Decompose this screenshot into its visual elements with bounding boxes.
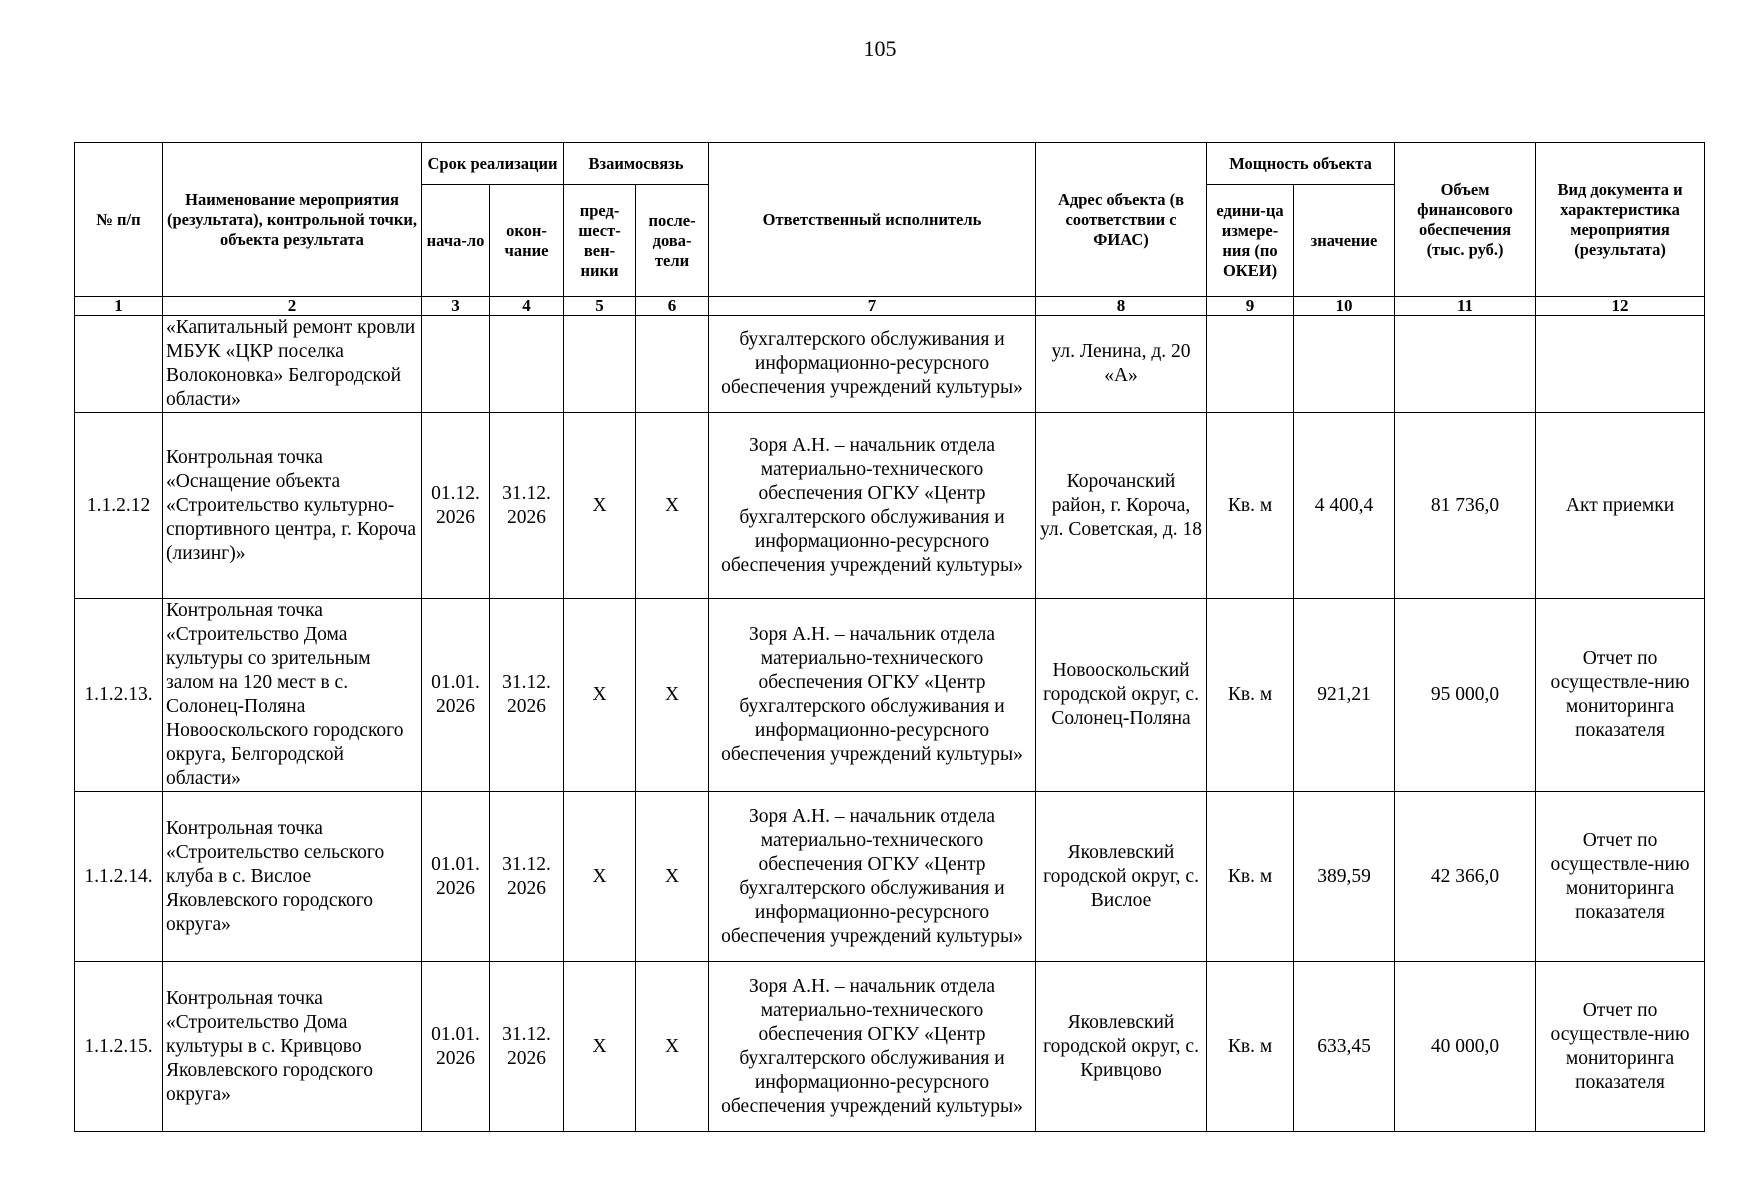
header-finance: Объем финансового обеспечения (тыс. руб.) [1395, 143, 1536, 297]
table-row [75, 962, 1705, 1132]
row-number: 1.1.2.13. [75, 599, 163, 792]
successors [636, 316, 709, 413]
unit: Кв. м [1207, 599, 1294, 792]
finance-amount [1395, 316, 1536, 413]
column-number: 2 [163, 297, 422, 316]
responsible-executor: Зоря А.Н. – начальник отдела материально-технического обеспечения ОГКУ «Центр бухгалтерского обслуживания и информационно-ресурсного обеспечения учреждений культуры» [709, 962, 1036, 1132]
page-number: 105 [863, 36, 897, 61]
row-number: 1.1.2.14. [75, 792, 163, 962]
events-table [74, 142, 1705, 1132]
column-number: 12 [1536, 297, 1705, 316]
successors: X [636, 413, 709, 599]
object-address: ул. Ленина, д. 20 «А» [1036, 316, 1207, 413]
table-row [75, 792, 1705, 962]
header-link-group: Взаимосвязь [564, 143, 709, 185]
header-predecessors: пред-шест-вен-ники [564, 185, 636, 297]
successors: X [636, 792, 709, 962]
end-date: 31.12. 2026 [490, 962, 564, 1132]
start-date: 01.01. 2026 [422, 792, 490, 962]
header-address: Адрес объекта (в соответствии с ФИАС) [1036, 143, 1207, 297]
header-num: № п/п [75, 143, 163, 297]
start-date: 01.01. 2026 [422, 962, 490, 1132]
unit: Кв. м [1207, 792, 1294, 962]
predecessors: X [564, 413, 636, 599]
header-start: нача-ло [422, 185, 490, 297]
event-name: Контрольная точка «Оснащение объекта «Строительство культурно-спортивного центра, г. Короча (лизинг)» [163, 413, 422, 599]
column-numbers-row [75, 297, 1705, 316]
capacity-value: 633,45 [1294, 962, 1395, 1132]
object-address: Новооскольский городской округ, с. Солонец-Поляна [1036, 599, 1207, 792]
row-number: 1.1.2.15. [75, 962, 163, 1132]
responsible-executor: Зоря А.Н. – начальник отдела материально-технического обеспечения ОГКУ «Центр бухгалтерского обслуживания и информационно-ресурсного обеспечения учреждений культуры» [709, 413, 1036, 599]
finance-amount: 81 736,0 [1395, 413, 1536, 599]
event-name: Контрольная точка «Строительство Дома культуры в с. Кривцово Яковлевского городского округа» [163, 962, 422, 1132]
unit [1207, 316, 1294, 413]
column-number: 10 [1294, 297, 1395, 316]
capacity-value: 389,59 [1294, 792, 1395, 962]
column-number: 3 [422, 297, 490, 316]
predecessors: X [564, 962, 636, 1132]
event-name: Контрольная точка «Строительство Дома культуры со зрительным залом на 120 мест в с. Солонец-Поляна Новооскольского городского округа, Белгородской области» [163, 599, 422, 792]
table-row [75, 599, 1705, 792]
finance-amount: 42 366,0 [1395, 792, 1536, 962]
successors: X [636, 599, 709, 792]
end-date: 31.12. 2026 [490, 599, 564, 792]
event-name: «Капитальный ремонт кровли МБУК «ЦКР поселка Волоконовка» Белгородской области» [163, 316, 422, 413]
finance-amount: 95 000,0 [1395, 599, 1536, 792]
document-type: Отчет по осуществле-нию мониторинга показателя [1536, 962, 1705, 1132]
predecessors [564, 316, 636, 413]
header-value: значение [1294, 185, 1395, 297]
event-name: Контрольная точка «Строительство сельского клуба в с. Вислое Яковлевского городского округа» [163, 792, 422, 962]
capacity-value: 4 400,4 [1294, 413, 1395, 599]
end-date: 31.12. 2026 [490, 413, 564, 599]
column-number: 5 [564, 297, 636, 316]
start-date: 01.12. 2026 [422, 413, 490, 599]
capacity-value: 921,21 [1294, 599, 1395, 792]
unit: Кв. м [1207, 413, 1294, 599]
object-address: Яковлевский городской округ, с. Вислое [1036, 792, 1207, 962]
responsible-executor: Зоря А.Н. – начальник отдела материально-технического обеспечения ОГКУ «Центр бухгалтерского обслуживания и информационно-ресурсного обеспечения учреждений культуры» [709, 792, 1036, 962]
predecessors: X [564, 792, 636, 962]
header-unit: едини-ца измере-ния (по ОКЕИ) [1207, 185, 1294, 297]
column-number: 8 [1036, 297, 1207, 316]
document-type: Акт приемки [1536, 413, 1705, 599]
unit: Кв. м [1207, 962, 1294, 1132]
end-date: 31.12. 2026 [490, 792, 564, 962]
column-number: 6 [636, 297, 709, 316]
column-number: 7 [709, 297, 1036, 316]
column-number: 1 [75, 297, 163, 316]
successors: X [636, 962, 709, 1132]
responsible-executor: Зоря А.Н. – начальник отдела материально-технического обеспечения ОГКУ «Центр бухгалтерского обслуживания и информационно-ресурсного обеспечения учреждений культуры» [709, 599, 1036, 792]
row-number: 1.1.2.12 [75, 413, 163, 599]
responsible-executor: бухгалтерского обслуживания и информационно-ресурсного обеспечения учреждений культуры» [709, 316, 1036, 413]
document-type: Отчет по осуществле-нию мониторинга показателя [1536, 599, 1705, 792]
start-date [422, 316, 490, 413]
column-number: 11 [1395, 297, 1536, 316]
object-address: Яковлевский городской округ, с. Кривцово [1036, 962, 1207, 1132]
object-address: Корочанский район, г. Короча, ул. Советская, д. 18 [1036, 413, 1207, 599]
table-row [75, 316, 1705, 413]
end-date [490, 316, 564, 413]
header-capacity-group: Мощность объекта [1207, 143, 1395, 185]
predecessors: X [564, 599, 636, 792]
column-number: 9 [1207, 297, 1294, 316]
header-end: окон-чание [490, 185, 564, 297]
finance-amount: 40 000,0 [1395, 962, 1536, 1132]
table-row [75, 413, 1705, 599]
start-date: 01.01. 2026 [422, 599, 490, 792]
header-successors: после-дова-тели [636, 185, 709, 297]
header-executor: Ответственный исполнитель [709, 143, 1036, 297]
header-period-group: Срок реализации [422, 143, 564, 185]
capacity-value [1294, 316, 1395, 413]
row-number [75, 316, 163, 413]
column-number: 4 [490, 297, 564, 316]
document-type: Отчет по осуществле-нию мониторинга показателя [1536, 792, 1705, 962]
document-type [1536, 316, 1705, 413]
header-document: Вид документа и характеристика мероприятия (результата) [1536, 143, 1705, 297]
header-name: Наименование мероприятия (результата), контрольной точки, объекта результата [163, 143, 422, 297]
